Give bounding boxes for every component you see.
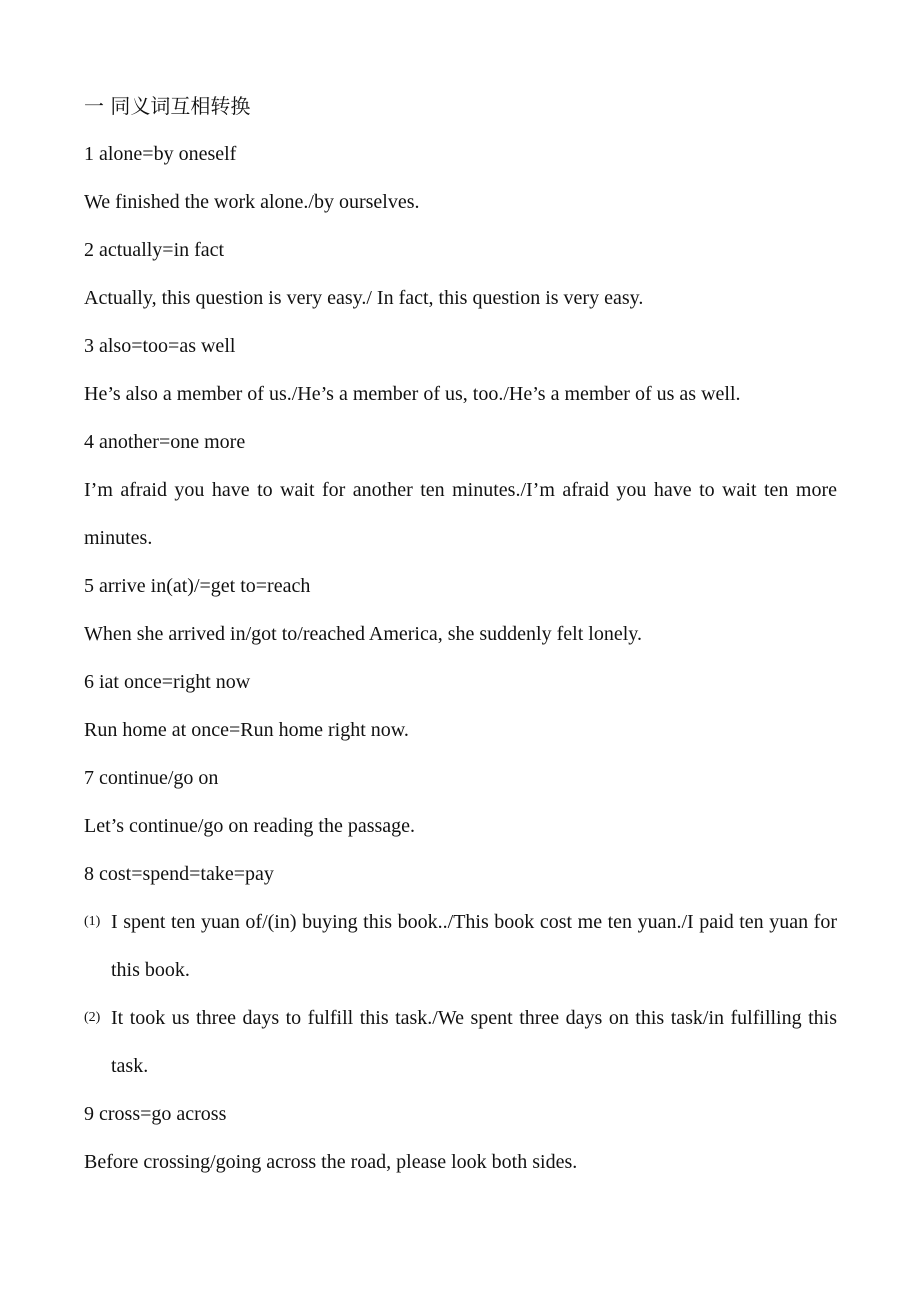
example-4: I’m afraid you have to wait for another ten minutes./I’m afraid you have to wait ten more minutes. [84,479,837,549]
numbered-example-8-1 [84,898,837,994]
example-1: We finished the work alone./by ourselves. [84,191,420,213]
list-marker: (2) [84,1010,101,1025]
numbered-example-text: It took us three days to fulfill this task./We spent three days on this task/in fulfilling this task. [111,1007,837,1077]
term-8: 8 cost=spend=take=pay [84,863,274,885]
term-3: 3 also=too=as well [84,335,236,357]
list-marker: (1) [84,914,101,929]
example-2: Actually, this question is very easy./ In fact, this question is very easy. [84,287,644,309]
term-4: 4 another=one more [84,431,246,453]
example-3: He’s also a member of us./He’s a member of us, too./He’s a member of us as well. [84,383,741,405]
numbered-example-8-2 [84,994,837,1090]
term-1: 1 alone=by oneself [84,143,237,165]
term-6: 6 iat once=right now [84,671,251,693]
term-7: 7 continue/go on [84,767,219,789]
term-5: 5 arrive in(at)/=get to=reach [84,575,311,597]
term-9: 9 cross=go across [84,1103,227,1125]
numbered-example-text: I spent ten yuan of/(in) buying this book../This book cost me ten yuan./I paid ten yuan for this book. [111,911,837,981]
example-7: Let’s continue/go on reading the passage. [84,815,416,837]
example-9: Before crossing/going across the road, please look both sides. [84,1151,578,1173]
document-content [84,82,837,1186]
term-2: 2 actually=in fact [84,239,225,261]
example-5: When she arrived in/got to/reached America, she suddenly felt lonely. [84,623,642,645]
example-6: Run home at once=Run home right now. [84,719,409,741]
section-title: 一 同义词互相转换 [84,94,251,118]
